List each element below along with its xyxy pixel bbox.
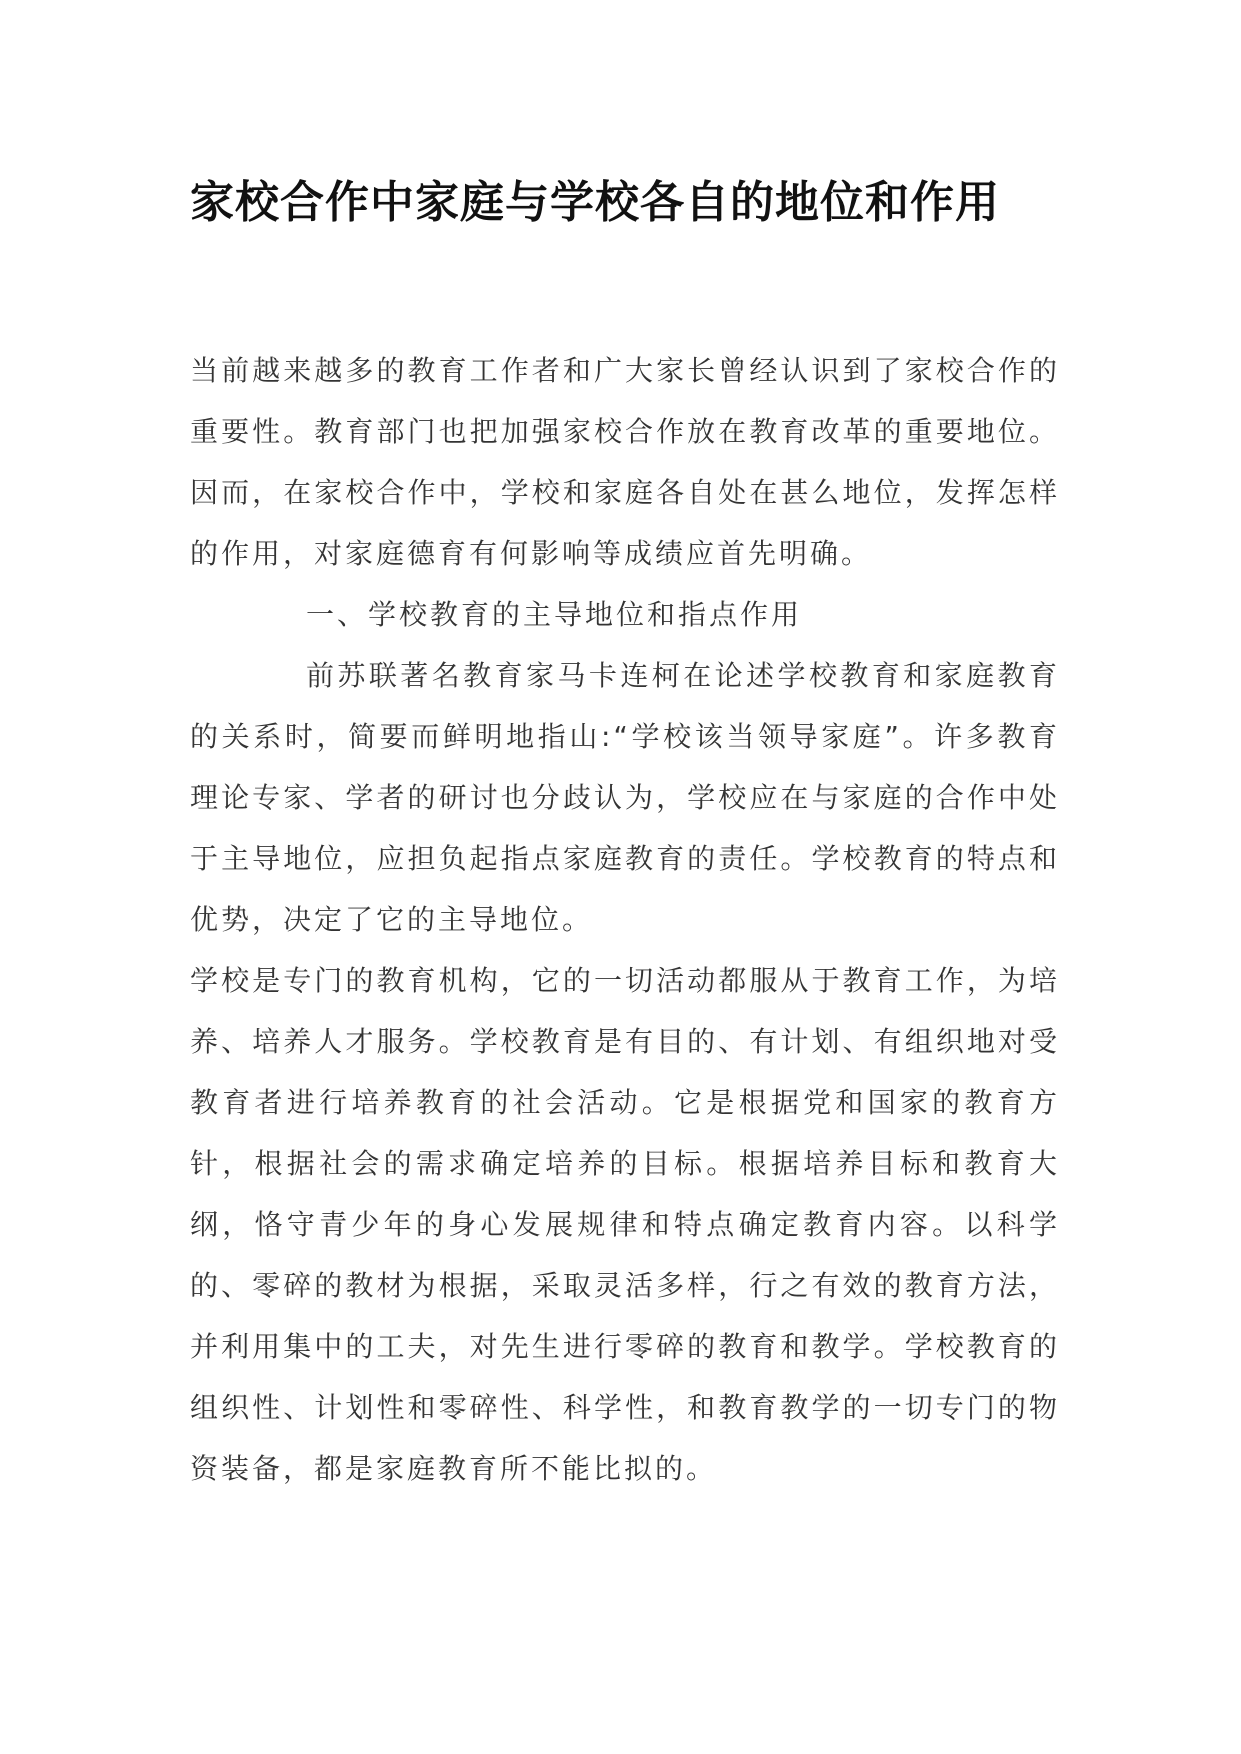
- section-heading-1: 一、学校教育的主导地位和指点作用: [306, 598, 803, 631]
- document-body: [190, 340, 1060, 1499]
- paragraph-makarenko: 前苏联著名教育家马卡连柯在论述学校教育和家庭教育的关系时，简要而鲜明地指山:“学校该当领导家庭”。许多教育理论专家、学者的研讨也分歧认为，学校应在与家庭的合作中处于主导地位，应担负起指点家庭教育的责任。学校教育的特点和优势，决定了它的主导地位。: [190, 659, 1060, 936]
- paragraph-intro: 当前越来越多的教育工作者和广大家长曾经认识到了家校合作的重要性。教育部门也把加强家校合作放在教育改革的重要地位。因而，在家校合作中，学校和家庭各自处在甚么地位，发挥怎样的作用，对家庭德育有何影响等成绩应首先明确。: [190, 354, 1060, 570]
- document-title: 家校合作中家庭与学校各自的地位和作用: [190, 177, 1000, 228]
- paragraph-school-institution: 学校是专门的教育机构，它的一切活动都服从于教育工作，为培养、培养人才服务。学校教育是有目的、有计划、有组织地对受教育者进行培养教育的社会活动。它是根据党和国家的教育方针，根据社会的需求确定培养的目标。根据培养目标和教育大纲，恪守青少年的身心发展规律和特点确定教育内容。以科学的、零碎的教材为根据，采取灵活多样，行之有效的教育方法，并利用集中的工夫，对先生进行零碎的教育和教学。学校教育的组织性、计划性和零碎性、科学性，和教育教学的一切专门的物资装备，都是家庭教育所不能比拟的。: [190, 964, 1060, 1485]
